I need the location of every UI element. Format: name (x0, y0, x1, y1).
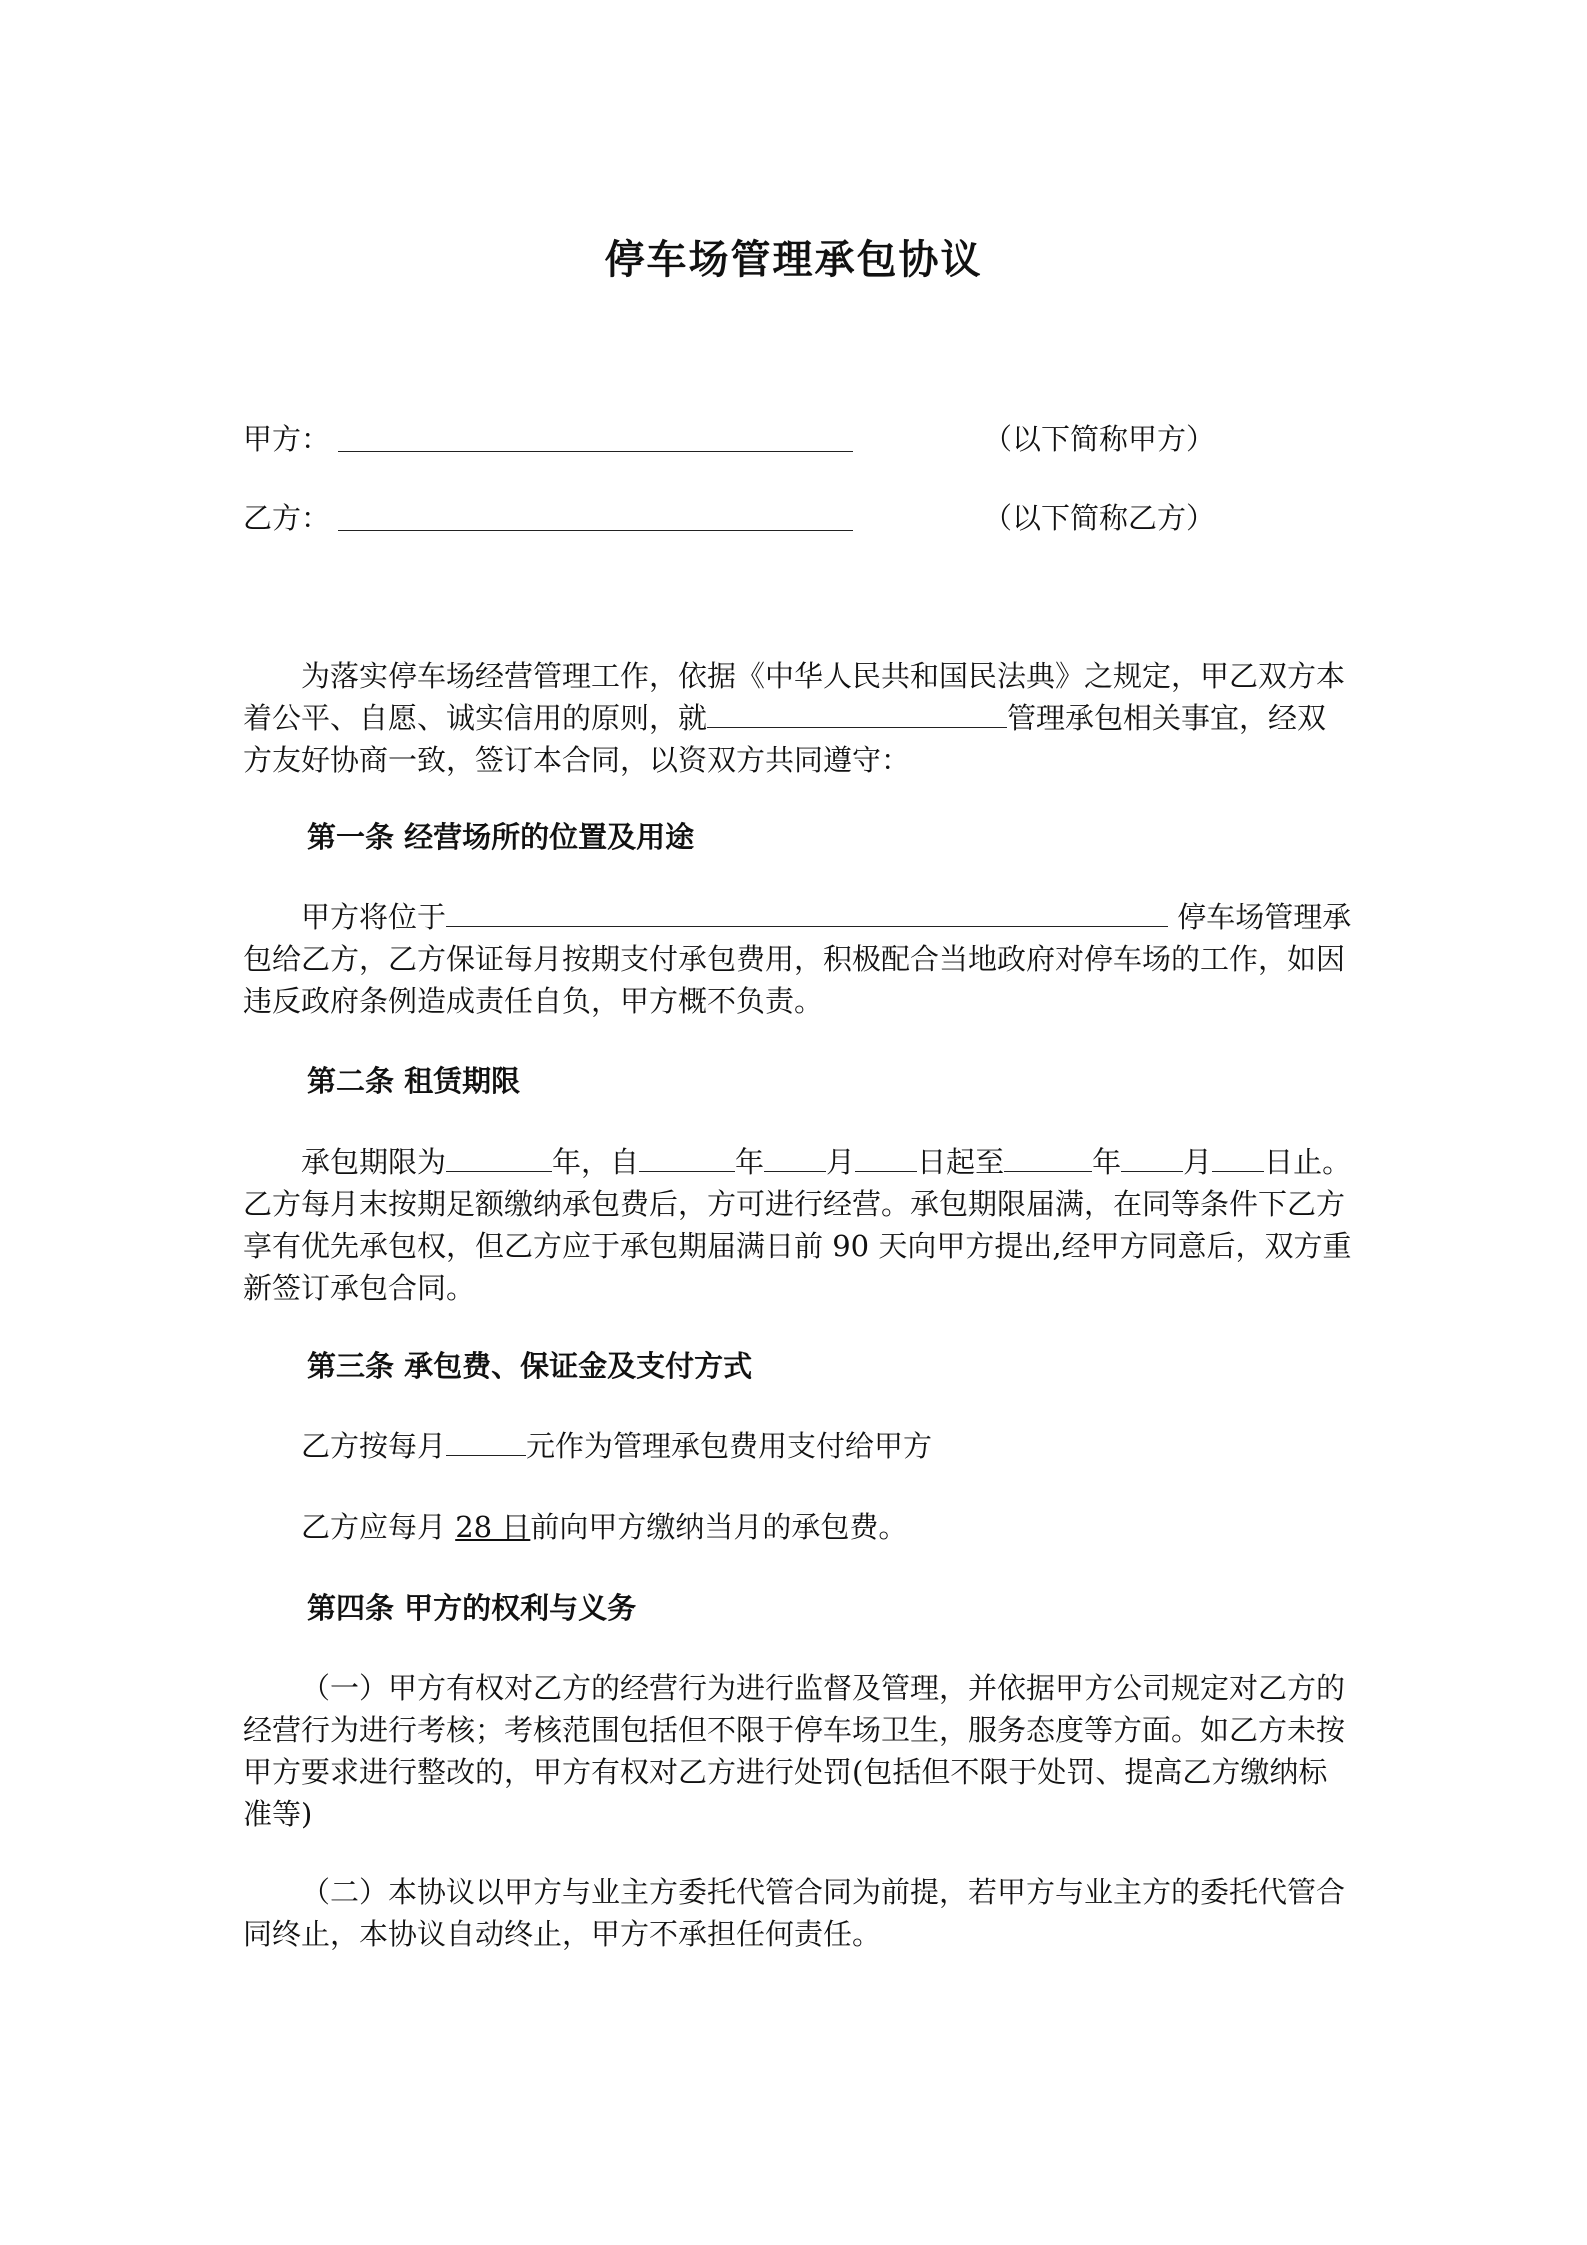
party-b-label: 乙方： (243, 501, 331, 535)
monthly-fee-blank (446, 1427, 526, 1456)
document-title: 停车场管理承包协议 (604, 236, 983, 283)
term-text-4: 月 (826, 1145, 856, 1179)
start-month-blank (764, 1143, 826, 1172)
fee-text-1: 乙方按每月 (301, 1429, 447, 1463)
article-2-heading: 第二条 租赁期限 (307, 1064, 521, 1098)
article-3-heading: 第三条 承包费、保证金及支付方式 (307, 1349, 753, 1383)
party-a-label: 甲方： (243, 422, 331, 456)
article-3-paragraph-2 (243, 1506, 1355, 1548)
location-blank (446, 898, 1168, 927)
term-years-blank (446, 1143, 552, 1172)
due-text-2: 前向甲方缴纳当月的承包费。 (530, 1510, 908, 1544)
start-year-blank (639, 1143, 735, 1172)
intro-text-1: 为落实停车场经营管理工作，依据《中华人民共和国民法典》之规定，甲乙双方本着公平、自愿、诚实信用的原则，就 (243, 659, 1346, 735)
term-text-1: 承包期限为 (301, 1145, 447, 1179)
term-text-7: 月 (1183, 1145, 1213, 1179)
start-day-blank (855, 1143, 917, 1172)
term-text-6: 年 (1092, 1145, 1122, 1179)
party-a-blank-line (338, 451, 853, 452)
subject-blank (707, 699, 1007, 728)
fee-text-2: 元作为管理承包费用支付给甲方 (526, 1429, 933, 1463)
term-text-3: 年 (735, 1145, 765, 1179)
term-text-2: 年，自 (552, 1145, 640, 1179)
term-text-8: 日止。乙方每月末按期足额缴纳承包费后，方可进行经营。承包期限届满，在同等条件下乙方享有优先承包权，但乙方应于承包期届满日前 90 天向甲方提出,经甲方同意后，双方重新签订承包合同。 (243, 1145, 1352, 1305)
article-4-paragraph-2: （二）本协议以甲方与业主方委托代管合同为前提，若甲方与业主方的委托代管合同终止，本协议自动终止，甲方不承担任何责任。 (243, 1875, 1346, 1951)
article-2-paragraph (243, 1141, 1355, 1309)
intro-paragraph (243, 655, 1355, 781)
end-day-blank (1212, 1143, 1264, 1172)
end-month-blank (1121, 1143, 1183, 1172)
party-a-note: （以下简称甲方） (983, 422, 1216, 456)
article-4-paragraph-1: （一）甲方有权对乙方的经营行为进行监督及管理，并依据甲方公司规定对乙方的经营行为进行考核；考核范围包括但不限于停车场卫生，服务态度等方面。如乙方未按甲方要求进行整改的，甲方有权对乙方进行处罚(包括但不限于处罚、提高乙方缴纳标准等) (243, 1671, 1346, 1831)
party-b-note: （以下简称乙方） (983, 501, 1216, 535)
article-4-heading: 第四条 甲方的权利与义务 (307, 1591, 637, 1625)
term-text-5: 日起至 (917, 1145, 1005, 1179)
article-1-paragraph (243, 896, 1355, 1022)
article-1-text-1: 甲方将位于 (301, 900, 447, 934)
article-1-heading: 第一条 经营场所的位置及用途 (307, 820, 695, 854)
party-b-blank-line (338, 530, 853, 531)
due-day-value: 28 日 (455, 1510, 531, 1544)
article-1-text-2: 停车场管理承包给乙方，乙方保证每月按期支付承包费用，积极配合当地政府对停车场的工作，如因违反政府条例造成责任自负，甲方概不负责。 (243, 900, 1352, 1018)
intro-text-2: 管理承包相关事宜，经双方友好协商一致，签订本合同，以资双方共同遵守： (243, 701, 1327, 777)
article-3-paragraph-1 (243, 1425, 1355, 1467)
due-text-1: 乙方应每月 (301, 1510, 456, 1544)
end-year-blank (1004, 1143, 1092, 1172)
